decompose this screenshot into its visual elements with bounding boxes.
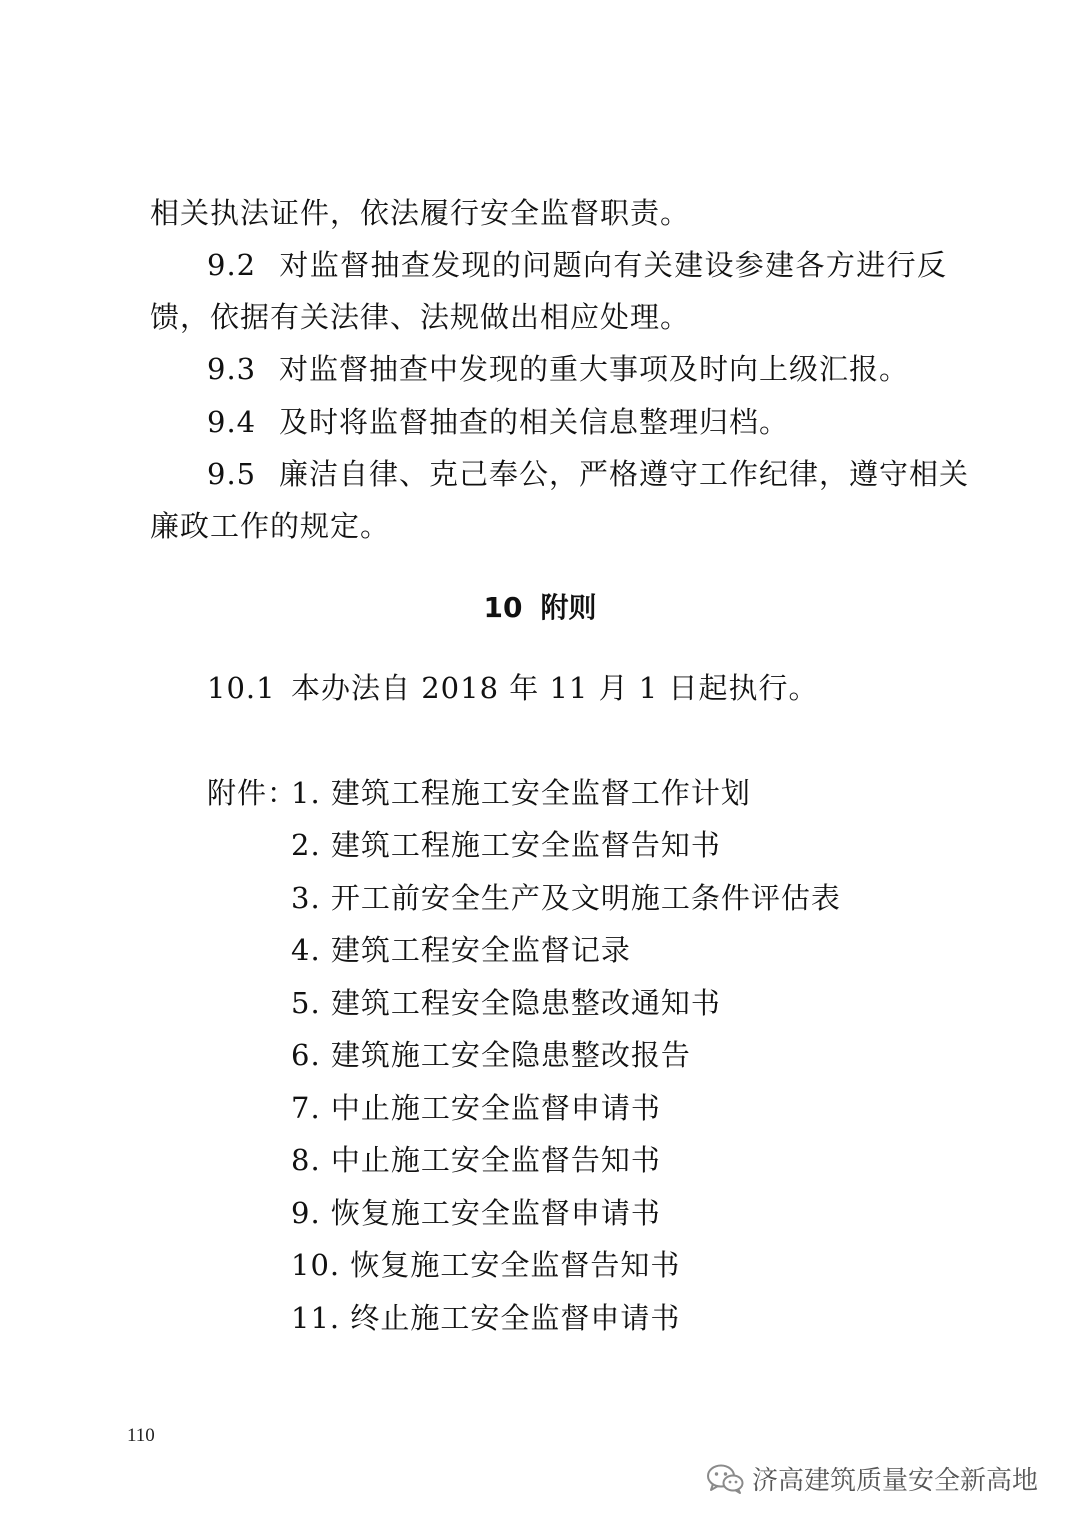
clause-9-5-line1 (207, 454, 970, 494)
clause-10-1 (207, 668, 818, 708)
attachment-item: 5. 建筑工程安全隐患整改通知书 (291, 986, 721, 1020)
clause-number: 9.4 (207, 405, 257, 439)
watermark-text: 济高建筑质量安全新高地 (752, 1466, 1039, 1496)
attachment-item: 9. 恢复施工安全监督申请书 (291, 1196, 661, 1230)
section-title: 附则 (540, 591, 597, 624)
attachment-item: 8. 中止施工安全监督告知书 (291, 1143, 661, 1177)
attachment-item: 3. 开工前安全生产及文明施工条件评估表 (291, 881, 841, 915)
clause-text: 廉洁自律、克己奉公，严格遵守工作纪律，遵守相关 (279, 457, 970, 491)
clause-9-3 (207, 349, 909, 389)
watermark (706, 1460, 1038, 1497)
attachments-label: 附件： (207, 776, 298, 810)
wechat-icon (706, 1463, 744, 1495)
paragraph-continuation: 相关执法证件，依法履行安全监督职责。 (150, 196, 691, 230)
clause-text: 及时将监督抽查的相关信息整理归档。 (279, 405, 790, 439)
attachment-item: 2. 建筑工程施工安全监督告知书 (291, 828, 721, 862)
clause-text: 对监督抽查发现的问题向有关建设参建各方进行反 (279, 248, 947, 282)
attachment-item: 6. 建筑施工安全隐患整改报告 (291, 1038, 691, 1072)
attachment-item: 4. 建筑工程安全监督记录 (291, 933, 631, 967)
clause-9-5-line2: 廉政工作的规定。 (150, 509, 391, 543)
clause-number: 9.2 (207, 248, 257, 282)
clause-text: 对监督抽查中发现的重大事项及时向上级汇报。 (279, 352, 910, 386)
attachment-item: 10. 恢复施工安全监督告知书 (291, 1248, 681, 1282)
clause-9-2-line2: 馈，依据有关法律、法规做出相应处理。 (150, 300, 691, 334)
clause-text: 本办法自 2018 年 11 月 1 日起执行。 (291, 671, 819, 705)
clause-9-2-line1 (207, 245, 947, 285)
clause-9-4 (207, 402, 789, 442)
clause-number: 9.5 (207, 457, 257, 491)
attachment-item: 7. 中止施工安全监督申请书 (291, 1091, 661, 1125)
attachment-item: 11. 终止施工安全监督申请书 (291, 1301, 681, 1335)
section-number: 10 (483, 591, 523, 624)
clause-number: 9.3 (207, 352, 257, 386)
section-heading (0, 588, 1080, 628)
page-number: 110 (127, 1425, 155, 1446)
clause-number: 10.1 (207, 671, 276, 705)
attachment-item: 1. 建筑工程施工安全监督工作计划 (291, 776, 751, 810)
